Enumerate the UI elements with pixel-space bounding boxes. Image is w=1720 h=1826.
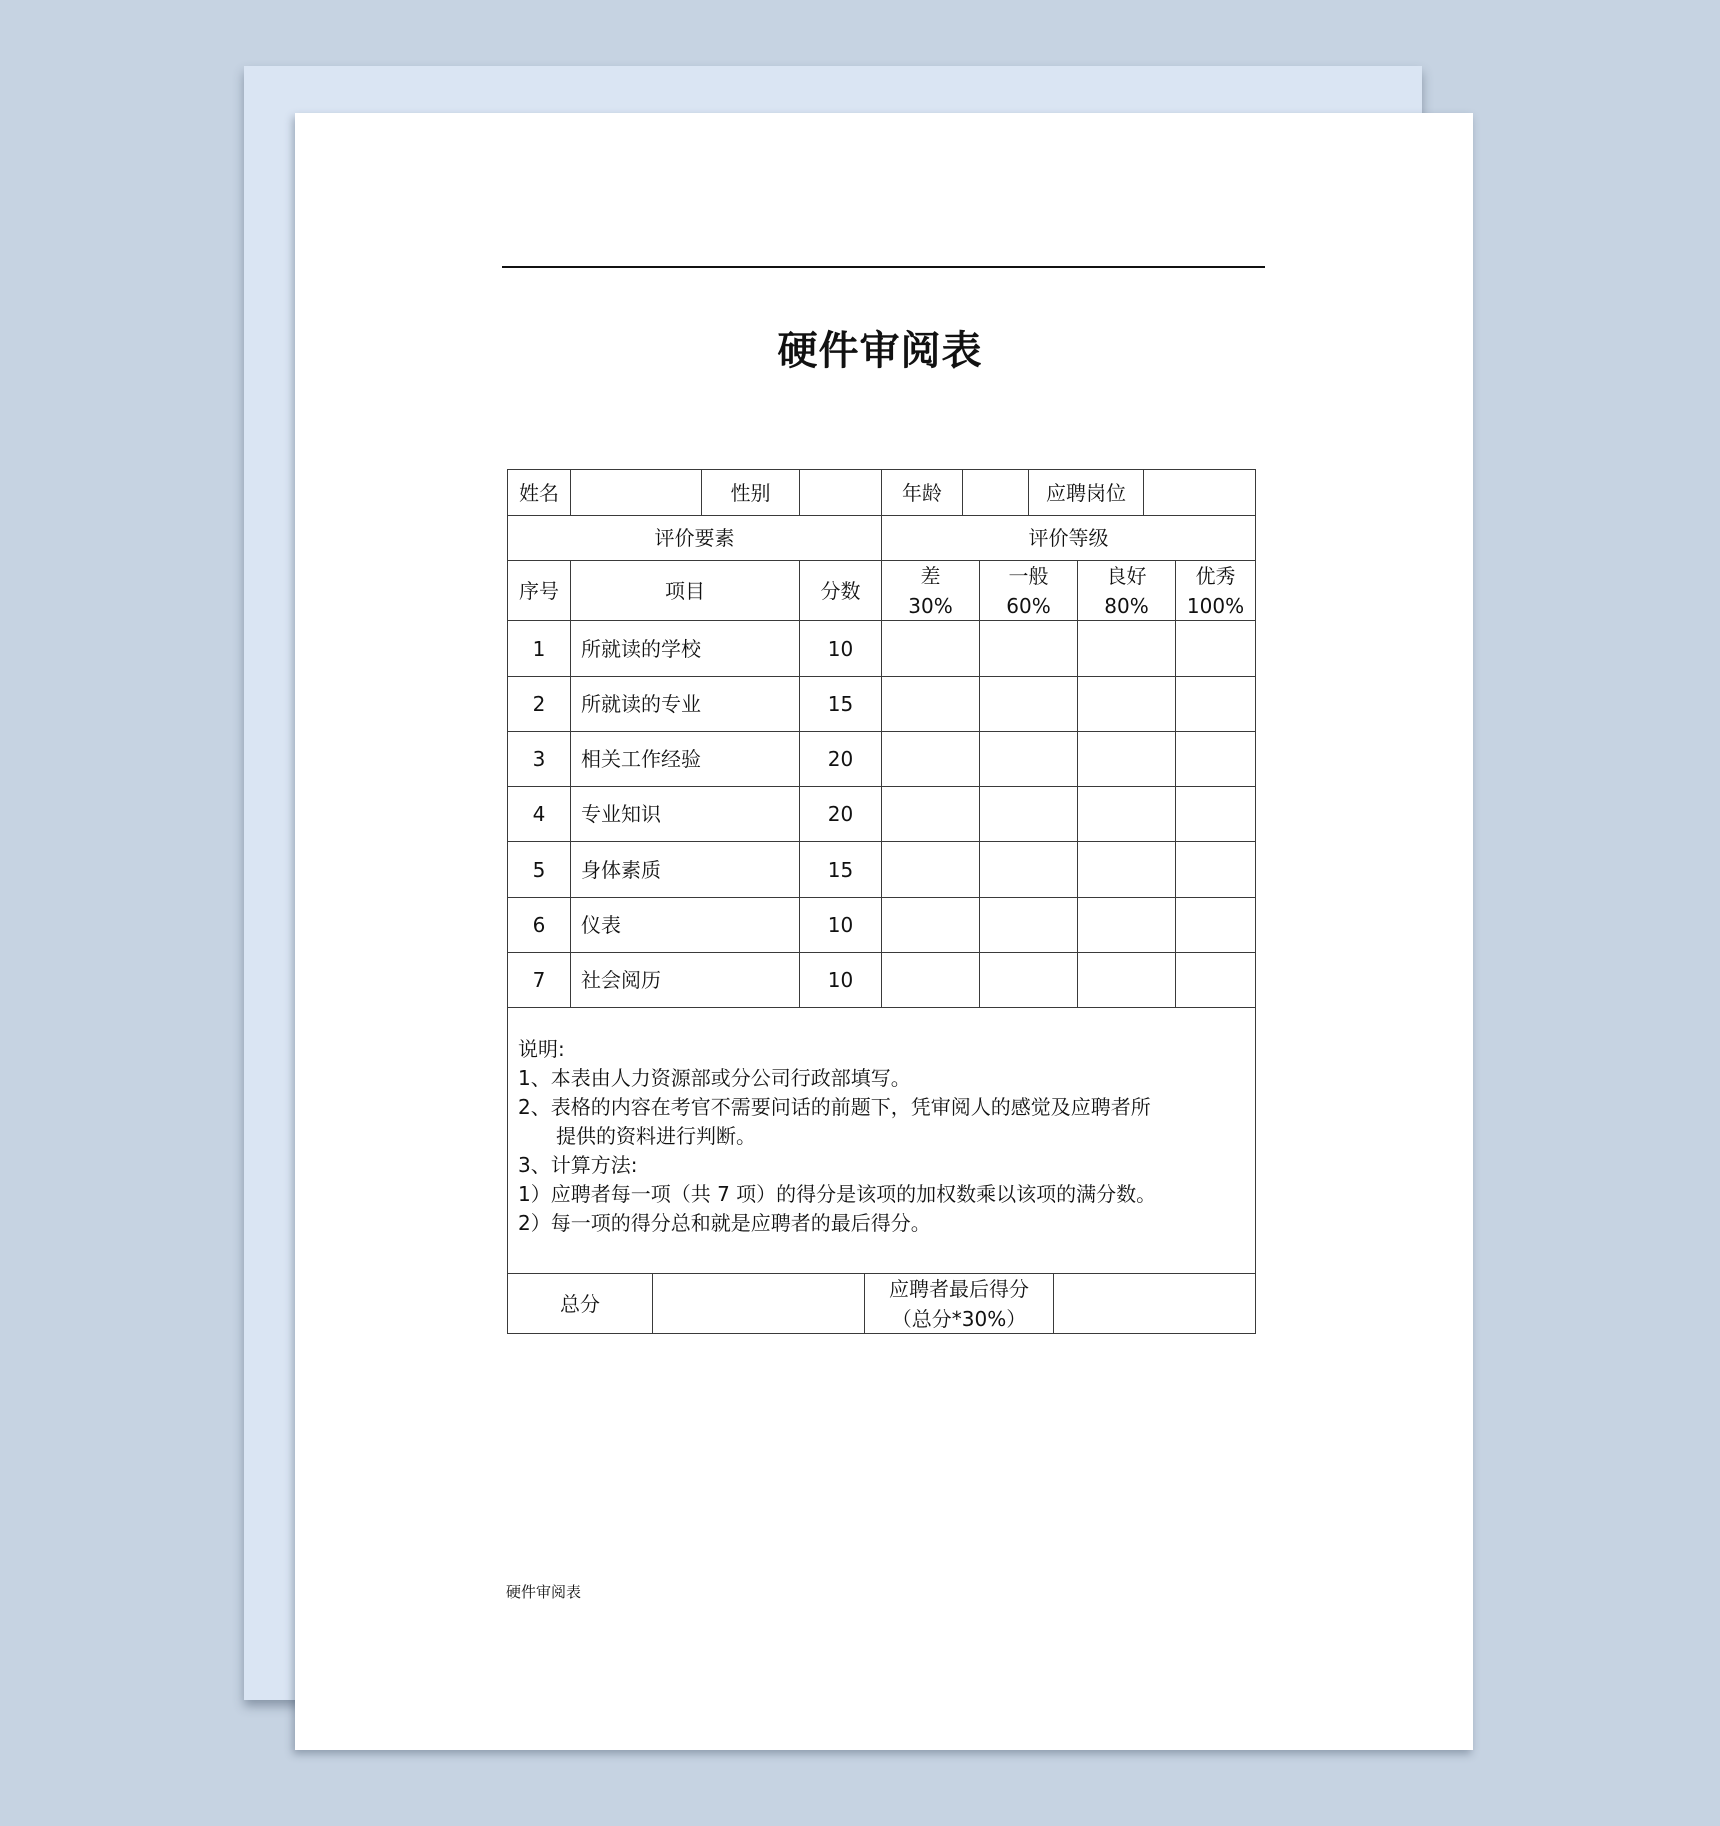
row-score: 20 [799, 786, 882, 842]
grade-cell-average[interactable] [979, 676, 1078, 732]
row-index: 4 [507, 786, 571, 842]
grade-cell-average[interactable] [979, 841, 1078, 898]
notes-line: 1）应聘者每一项（共 7 项）的得分是该项的加权数乘以该项的满分数。 [518, 1182, 1157, 1206]
score-column-header: 分数 [799, 560, 882, 621]
grade-cell-poor[interactable] [881, 620, 980, 677]
grade-cell-good[interactable] [1077, 620, 1176, 677]
row-index: 2 [507, 676, 571, 732]
age-label: 年龄 [881, 469, 963, 516]
grade-label: 良好 [1106, 564, 1147, 588]
grade-cell-average[interactable] [979, 897, 1078, 953]
grade-cell-excellent[interactable] [1175, 786, 1256, 842]
notes-line: 3、计算方法: [518, 1153, 638, 1177]
row-index: 5 [507, 841, 571, 898]
grade-cell-poor[interactable] [881, 952, 980, 1008]
grade-cell-average[interactable] [979, 731, 1078, 787]
row-score: 15 [799, 676, 882, 732]
final-score-label-line1: 应聘者最后得分 [889, 1277, 1029, 1301]
grade-cell-excellent[interactable] [1175, 620, 1256, 677]
grade-cell-good[interactable] [1077, 897, 1176, 953]
item-column-header: 项目 [570, 560, 800, 621]
grade-cell-average[interactable] [979, 952, 1078, 1008]
grade-cell-excellent[interactable] [1175, 897, 1256, 953]
grade-cell-poor[interactable] [881, 897, 980, 953]
position-label: 应聘岗位 [1028, 469, 1144, 516]
grade-label: 优秀 [1195, 564, 1236, 588]
total-score-field[interactable] [652, 1273, 865, 1334]
gender-field[interactable] [799, 469, 882, 516]
grade-weight: 30% [908, 594, 953, 618]
grade-label: 差 [920, 564, 941, 588]
row-score: 15 [799, 841, 882, 898]
grade-label: 一般 [1008, 564, 1049, 588]
name-label: 姓名 [507, 469, 571, 516]
document-title: 硬件审阅表 [777, 328, 983, 374]
row-score: 10 [799, 620, 882, 677]
row-item: 社会阅历 [570, 952, 800, 1008]
page-footer-title: 硬件审阅表 [506, 1583, 582, 1601]
row-item: 所就读的专业 [570, 676, 800, 732]
row-index: 3 [507, 731, 571, 787]
row-index: 6 [507, 897, 571, 953]
row-index: 7 [507, 952, 571, 1008]
evaluation-grades-header: 评价等级 [881, 515, 1256, 561]
notes-line: 2）每一项的得分总和就是应聘者的最后得分。 [518, 1211, 931, 1235]
row-item: 专业知识 [570, 786, 800, 842]
notes-heading: 说明: [518, 1037, 565, 1061]
grade-cell-good[interactable] [1077, 786, 1176, 842]
grade-cell-poor[interactable] [881, 731, 980, 787]
name-field[interactable] [570, 469, 702, 516]
grade-header-good [1077, 560, 1176, 621]
grade-weight: 60% [1006, 594, 1051, 618]
total-score-label: 总分 [507, 1273, 653, 1334]
grade-cell-good[interactable] [1077, 952, 1176, 1008]
row-item: 所就读的学校 [570, 620, 800, 677]
grade-cell-poor[interactable] [881, 841, 980, 898]
row-score: 20 [799, 731, 882, 787]
grade-cell-excellent[interactable] [1175, 676, 1256, 732]
index-column-header: 序号 [507, 560, 571, 621]
row-index: 1 [507, 620, 571, 677]
grade-cell-good[interactable] [1077, 841, 1176, 898]
grade-cell-good[interactable] [1077, 676, 1176, 732]
age-field[interactable] [962, 469, 1029, 516]
header-rule [502, 266, 1265, 268]
final-score-label [864, 1273, 1054, 1334]
row-item: 相关工作经验 [570, 731, 800, 787]
row-score: 10 [799, 897, 882, 953]
grade-cell-poor[interactable] [881, 676, 980, 732]
row-item: 身体素质 [570, 841, 800, 898]
notes-section [507, 1007, 1256, 1274]
notes-line: 提供的资料进行判断。 [556, 1124, 756, 1148]
row-score: 10 [799, 952, 882, 1008]
grade-cell-average[interactable] [979, 786, 1078, 842]
final-score-field[interactable] [1053, 1273, 1256, 1334]
grade-cell-excellent[interactable] [1175, 841, 1256, 898]
grade-cell-excellent[interactable] [1175, 731, 1256, 787]
grade-cell-average[interactable] [979, 620, 1078, 677]
grade-cell-excellent[interactable] [1175, 952, 1256, 1008]
grade-weight: 100% [1186, 594, 1245, 618]
grade-weight: 80% [1104, 594, 1149, 618]
notes-line: 2、表格的内容在考官不需要问话的前题下，凭审阅人的感觉及应聘者所 [518, 1095, 1151, 1119]
notes-line: 1、本表由人力资源部或分公司行政部填写。 [518, 1066, 911, 1090]
position-field[interactable] [1143, 469, 1256, 516]
gender-label: 性别 [701, 469, 800, 516]
grade-cell-poor[interactable] [881, 786, 980, 842]
grade-cell-good[interactable] [1077, 731, 1176, 787]
grade-header-excellent [1175, 560, 1256, 621]
final-score-label-line2: （总分*30%） [891, 1307, 1027, 1331]
grade-header-average [979, 560, 1078, 621]
grade-header-poor [881, 560, 980, 621]
evaluation-factors-header: 评价要素 [507, 515, 882, 561]
row-item: 仪表 [570, 897, 800, 953]
